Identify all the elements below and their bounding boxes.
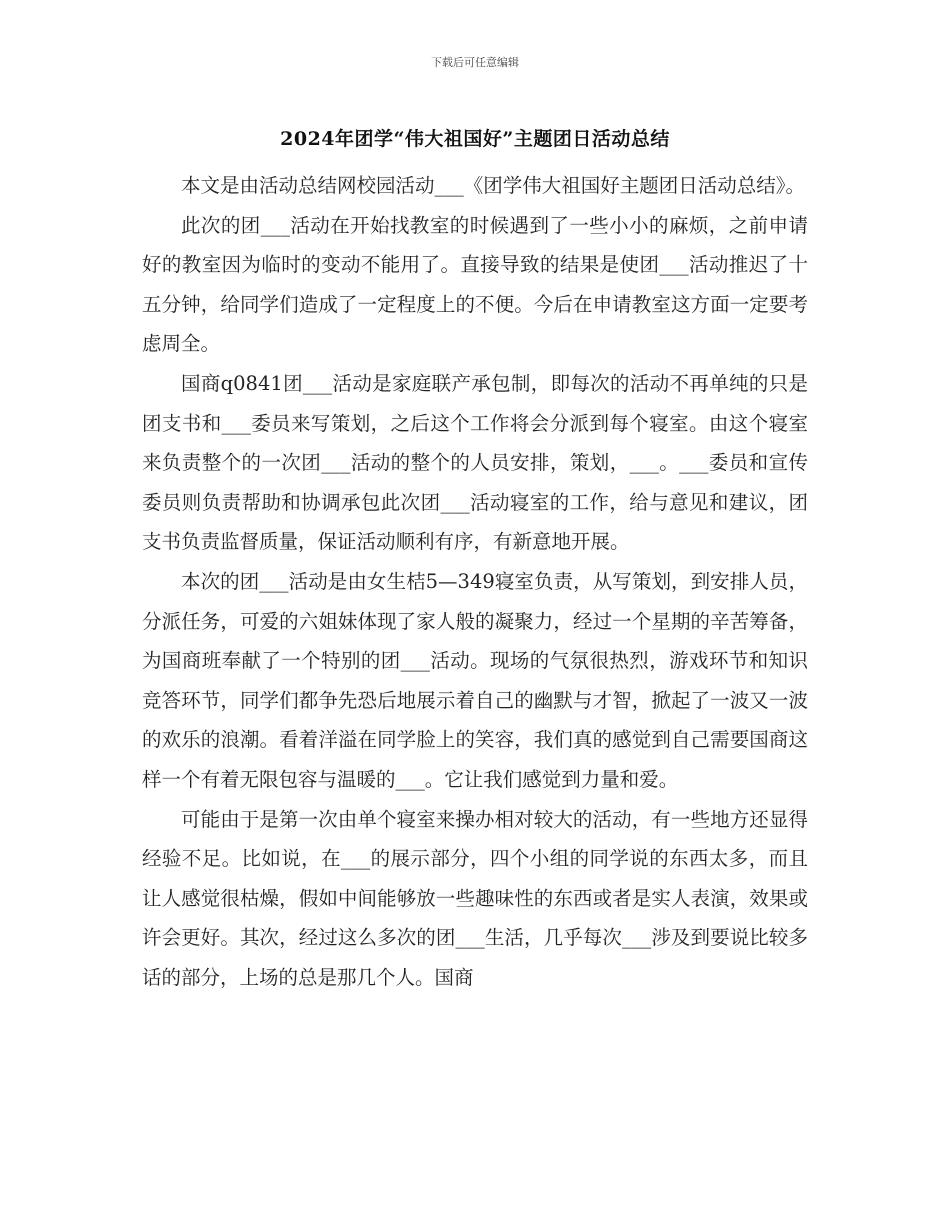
page-header-note: 下载后可任意编辑 [431, 56, 519, 69]
paragraph-3: 国商q0841团___活动是家庭联产承包制，即每次的活动不再单纯的只是团支书和___委员来写策划，之后这个工作将会分派到每个寝室。由这个寝室来负责整个的一次团___活动的整个的人员安排，策划，___。___委员和宣传委员则负责帮助和协调承包此次团___活动寝室的工作，给与意见和建议，团支书负责监督质量，保证活动顺利有序，有新意地开展。 [142, 371, 808, 554]
paragraph-4: 本次的团___活动是由女生桔5—349寝室负责，从写策划，到安排人员，分派任务，可爱的六姐妹体现了家人般的凝聚力，经过一个星期的辛苦筹备，为国商班奉献了一个特别的团___活动。现场的气氛很热烈，游戏环节和知识竞答环节，同学们都争先恐后地展示着自己的幽默与才智，掀起了一波又一波的欢乐的浪潮。看着洋溢在同学脸上的笑容，我们真的感觉到自己需要国商这样一个有着无限包容与温暖的___。它让我们感觉到力量和爱。 [142, 569, 808, 791]
document-body [142, 166, 808, 997]
document-title: 2024年团学“伟大祖国好”主题团日活动总结 [280, 128, 670, 150]
paragraph-5: 可能由于是第一次由单个寝室来操办相对较大的活动，有一些地方还显得经验不足。比如说，在___的展示部分，四个小组的同学说的东西太多，而且让人感觉很枯燥，假如中间能够放一些趣味性的东西或者是实人表演，效果或许会更好。其次，经过这么多次的团___生活，几乎每次___涉及到要说比较多话的部分，上场的总是那几个人。国商 [142, 807, 808, 989]
paragraph-2: 此次的团___活动在开始找教室的时候遇到了一些小小的麻烦，之前申请好的教室因为临时的变动不能用了。直接导致的结果是使团___活动推迟了十五分钟，给同学们造成了一定程度上的不便。今后在申请教室这方面一定要考虑周全。 [142, 213, 808, 356]
paragraph-1: 本文是由活动总结网校园活动___《团学伟大祖国好主题团日活动总结》。 [181, 174, 806, 197]
